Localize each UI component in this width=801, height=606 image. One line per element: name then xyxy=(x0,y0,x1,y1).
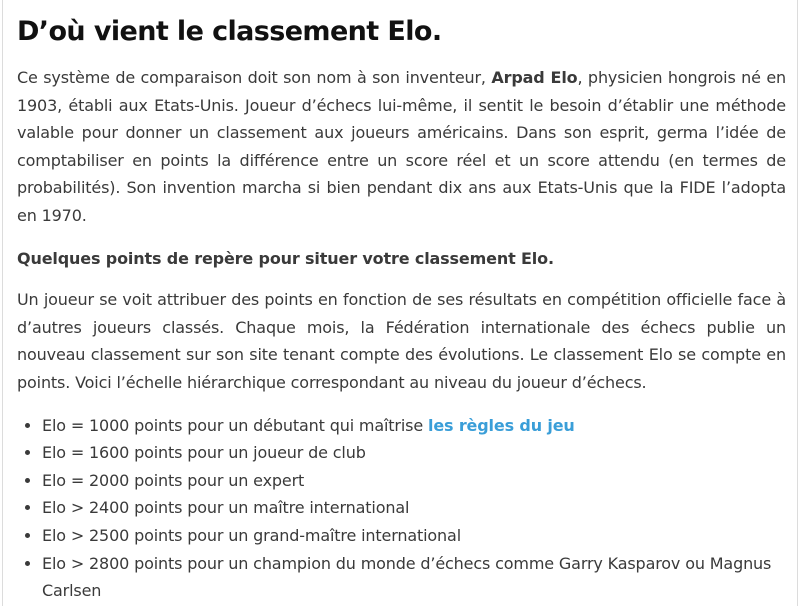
intro-text-before: Ce système de comparaison doit son nom à son inventeur, xyxy=(17,68,492,87)
list-item: • Elo > 2400 points pour un maître international xyxy=(42,494,786,522)
list-item: • Elo = 2000 points pour un expert xyxy=(42,467,786,495)
body-paragraph: Un joueur se voit attribuer des points en fonction de ses résultats en compétition officielle face à d’autres joueurs classés. Chaque mois, la Fédération internationale des échecs publie un nouveau classement sur son site tenant compte des évolutions. Le classement Elo se compte en points. Voici l’échelle hiérarchique correspondant au niveau du joueur d’échecs. xyxy=(17,290,786,392)
rules-link[interactable]: les règles du jeu xyxy=(427,415,575,435)
inventor-name: Arpad Elo xyxy=(491,68,578,87)
subheading: Quelques points de repère pour situer votre classement Elo. xyxy=(17,248,554,268)
intro-text-after: , physicien hongrois né en 1903, établi aux Etats-Unis. Joueur d’échecs lui-même, il sentit le besoin d’établir une méthode valable pour donner un classement aux joueurs américains. Dans son esprit, germa l’idée de comptabiliser en points la différence entre un score réel et un score attendu (en termes de probabilités). Son invention marcha si bien pendant dix ans aux Etats-Unis que la FIDE l’adopta en 1970. xyxy=(17,68,787,225)
elo-scale-list xyxy=(17,412,786,605)
list-item xyxy=(42,412,786,440)
article-frame xyxy=(2,0,798,606)
intro-paragraph xyxy=(17,64,786,230)
article-content xyxy=(17,0,786,605)
list-item-text: Elo = 1000 points pour un débutant qui maîtrise xyxy=(42,415,428,435)
article-title: D’où vient le classement Elo. xyxy=(17,16,442,47)
list-item: • Elo > 2500 points pour un grand-maître international xyxy=(42,522,786,550)
list-item: • Elo = 1600 points pour un joueur de club xyxy=(42,439,786,467)
list-item: • Elo > 2800 points pour un champion du monde d’échecs comme Garry Kasparov ou Magnus Carlsen xyxy=(42,550,786,605)
